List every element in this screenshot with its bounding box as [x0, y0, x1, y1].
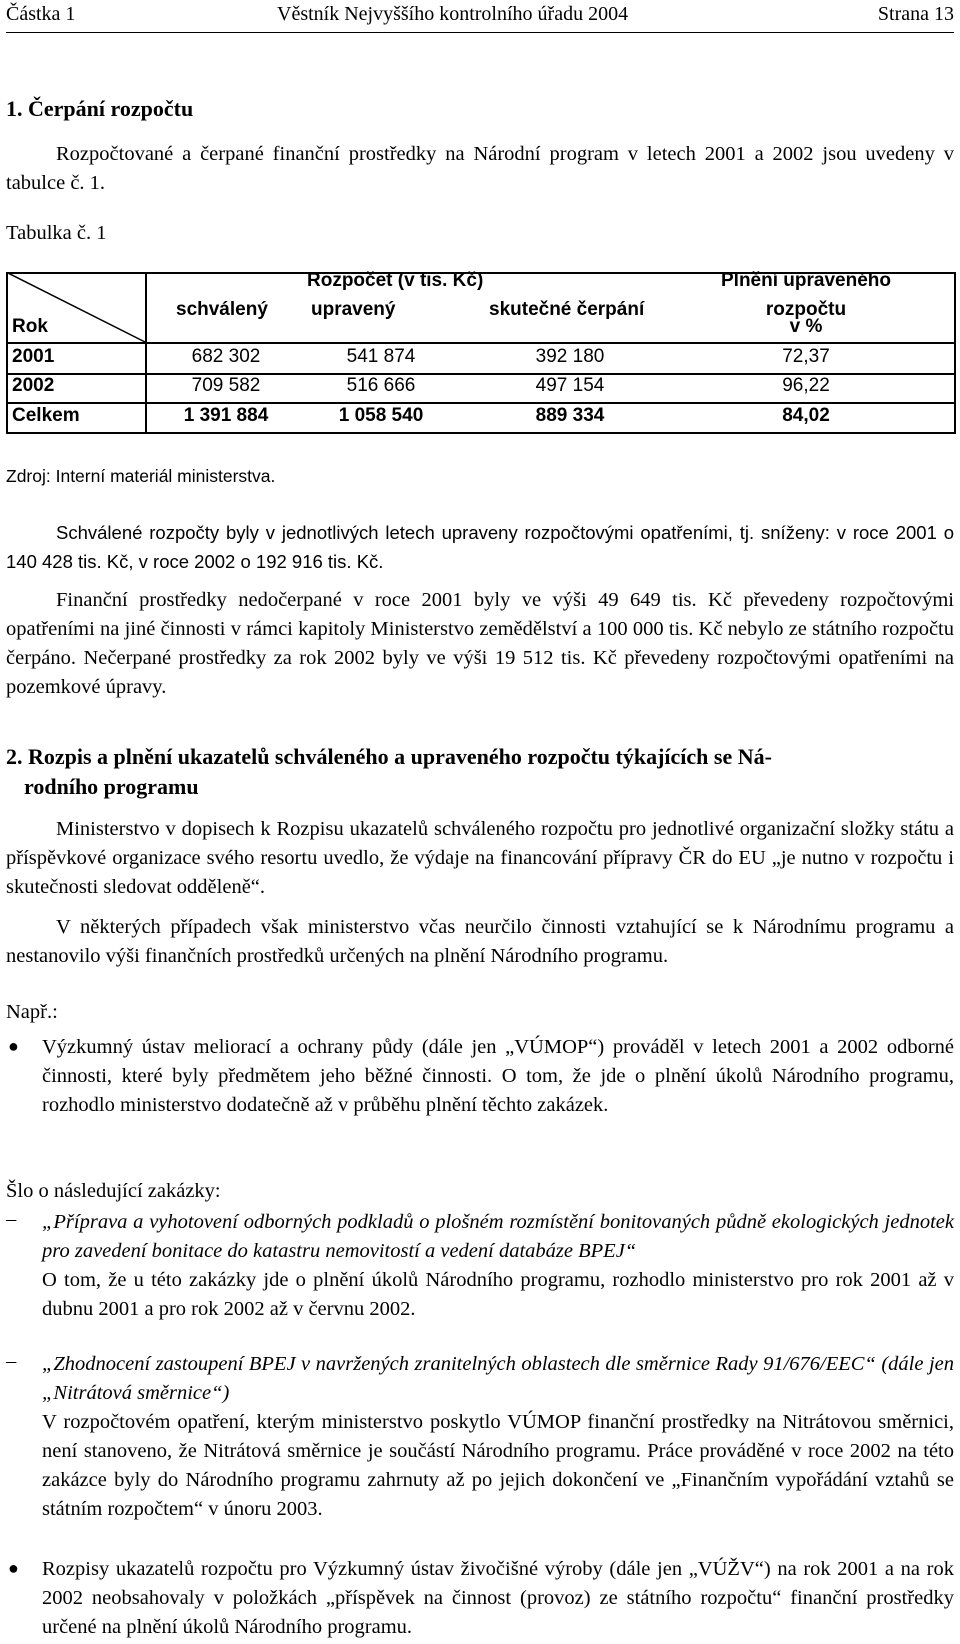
dash-2: – [6, 1350, 17, 1372]
table-row-celkem-schvaleny: 1 391 884 [183, 405, 269, 426]
table-row-2001-cerpani: 392 180 [535, 346, 605, 367]
table-col-plneni-line2: rozpočtu [765, 299, 847, 320]
dash-item-1 [42, 1208, 954, 1324]
table-col-upraveny: upravený [311, 299, 396, 320]
table-row-celkem-upraveny: 1 058 540 [338, 405, 424, 426]
section-2-paragraph-1 [6, 815, 954, 902]
paragraph-budget-adjustments [6, 518, 954, 576]
section-2-heading-line2: rodního programu [24, 774, 199, 799]
section-2-paragraph-2-text: V některých případech však ministerstvo včas neurčilo činnosti vztahující se k Národnímu programu a nestanovilo výši finančních prostředků určených na plnění Národního programu. [6, 916, 954, 967]
table-col-plneni-line3: v % [789, 316, 823, 337]
section-1-intro [6, 140, 954, 198]
table-row-2001-upraveny: 541 874 [346, 346, 416, 367]
table-col-cerpani: skutečné čerpání [489, 299, 645, 320]
section-1-heading: 1. Čerpání rozpočtu [6, 96, 194, 121]
orders-intro: Šlo o následující zakázky: [6, 1180, 221, 1202]
table-row-2002-cerpani: 497 154 [535, 375, 605, 396]
bullet-dot-1: ● [8, 1036, 19, 1056]
table-row-2002-rok: 2002 [12, 375, 55, 396]
dash-item-2 [42, 1350, 954, 1524]
section-1-intro-text: Rozpočtované a čerpané finanční prostředky na Národní program v letech 2001 a 2002 jsou uvedeny v tabulce č. 1. [6, 143, 954, 194]
paragraph-budget-adjustments-text: Schválené rozpočty byly v jednotlivých letech upraveny rozpočtovými opatřeními, tj. sníženy: v roce 2001 o 140 428 tis. Kč, v roce 2002 o 192 916 tis. Kč. [6, 522, 954, 572]
table-source-note: Zdroj: Interní materiál ministerstva. [6, 466, 276, 486]
table-caption: Tabulka č. 1 [6, 222, 107, 244]
table-row-2002-schvaleny: 709 582 [191, 375, 261, 396]
table-col-plneni-line1: Plnění upraveného [721, 270, 891, 291]
table-group-header: Rozpočet (v tis. Kč) [307, 270, 484, 291]
example-label: Např.: [6, 1001, 58, 1023]
paragraph-unspent-funds [6, 586, 954, 702]
table-row-2001-rok: 2001 [12, 346, 55, 367]
table-row-2001-plneni: 72,37 [782, 346, 830, 367]
dash-item-1-text: O tom, že u této zakázky jde o plnění úkolů Národního programu, rozhodlo ministerstvo pro rok 2001 až v dubnu 2001 a pro rok 2002 až v červnu 2002. [42, 1269, 954, 1320]
bullet-vuzv: Rozpisy ukazatelů rozpočtu pro Výzkumný ústav živočišné výroby (dále jen „VÚŽV“) na rok 2001 a na rok 2002 neobsahovaly v položkách „příspěvek na činnost (provoz) ze státního rozpočtu“ finanční prostředky určené na plnění úkolů Národního programu. [42, 1558, 954, 1638]
section-2-heading-line1: 2. Rozpis a plnění ukazatelů schváleného a upraveného rozpočtu týkajících se Ná- [6, 744, 772, 769]
header-rule [6, 32, 954, 33]
budget-table [6, 272, 956, 452]
table-row-2002-upraveny: 516 666 [346, 375, 416, 396]
bullet-dot-2: ● [8, 1558, 19, 1578]
section-2-paragraph-1-text: Ministerstvo v dopisech k Rozpisu ukazatelů schváleného rozpočtu pro jednotlivé organizační složky státu a příspěvkové organizace svého resortu uvedlo, že výdaje na financování přípravy ČR do EU „je nutno v rozpočtu i skutečnosti sledovat odděleně“. [6, 818, 954, 898]
table-col-schvaleny: schválený [176, 299, 268, 320]
bullet-vumop: Výzkumný ústav meliorací a ochrany půdy (dále jen „VÚMOP“) prováděl v letech 2001 a 2002 odborné činnosti, které byly předmětem jeho běžné činnosti. O tom, že jde o plnění úkolů Národního programu, rozhodlo ministerstvo dodatečně až v průběhu plnění těchto zakázek. [42, 1036, 954, 1116]
header-part-number: Částka 1 [6, 3, 76, 25]
dash-item-1-title: „Příprava a vyhotovení odborných podkladů o plošném rozmístění bonitovaných půdně ekologických jednotek pro zavedení bonitace do katastru nemovitostí a vedení databáze BPEJ“ [42, 1211, 954, 1262]
table-col-rok: Rok [12, 316, 48, 337]
table-row-celkem-plneni: 84,02 [782, 405, 830, 426]
header-page-number: Strana 13 [877, 3, 954, 25]
dash-item-2-text: V rozpočtovém opatření, kterým ministerstvo poskytlo VÚMOP finanční prostředky na Nitrátovou směrnici, není stanoveno, že Nitrátová směrnice je součástí Národního programu. Práce prováděné v roce 2002 na této zakázce byly do Národního programu zahrnuty až po jejich dokončení ve „Finančním vypořádání vztahů se státním rozpočtem“ v únoru 2003. [42, 1411, 954, 1520]
table-row-celkem-rok: Celkem [12, 405, 80, 426]
dash-1: – [6, 1208, 17, 1230]
table-row-celkem-cerpani: 889 334 [535, 405, 605, 426]
table-row-2001-schvaleny: 682 302 [191, 346, 261, 367]
section-2-paragraph-2 [6, 913, 954, 971]
paragraph-unspent-funds-text: Finanční prostředky nedočerpané v roce 2001 byly ve výši 49 649 tis. Kč převedeny rozpočtovými opatřeními na jiné činnosti v rámci kapitoly Ministerstvo zemědělství a 100 000 tis. Kč nebylo ze státního rozpočtu čerpáno. Nečerpané prostředky za rok 2002 byly ve výši 19 512 tis. Kč převedeny rozpočtovými opatřeními na pozemkové úpravy. [6, 589, 954, 698]
dash-item-2-title: „Zhodnocení zastoupení BPEJ v navržených zranitelných oblastech dle směrnice Rady 91/676/EEC“ (dále jen „Nitrátová směrnice“) [42, 1353, 954, 1404]
table-row-2002-plneni: 96,22 [782, 375, 830, 396]
header-journal-title: Věstník Nejvyššího kontrolního úřadu 2004 [277, 3, 629, 25]
